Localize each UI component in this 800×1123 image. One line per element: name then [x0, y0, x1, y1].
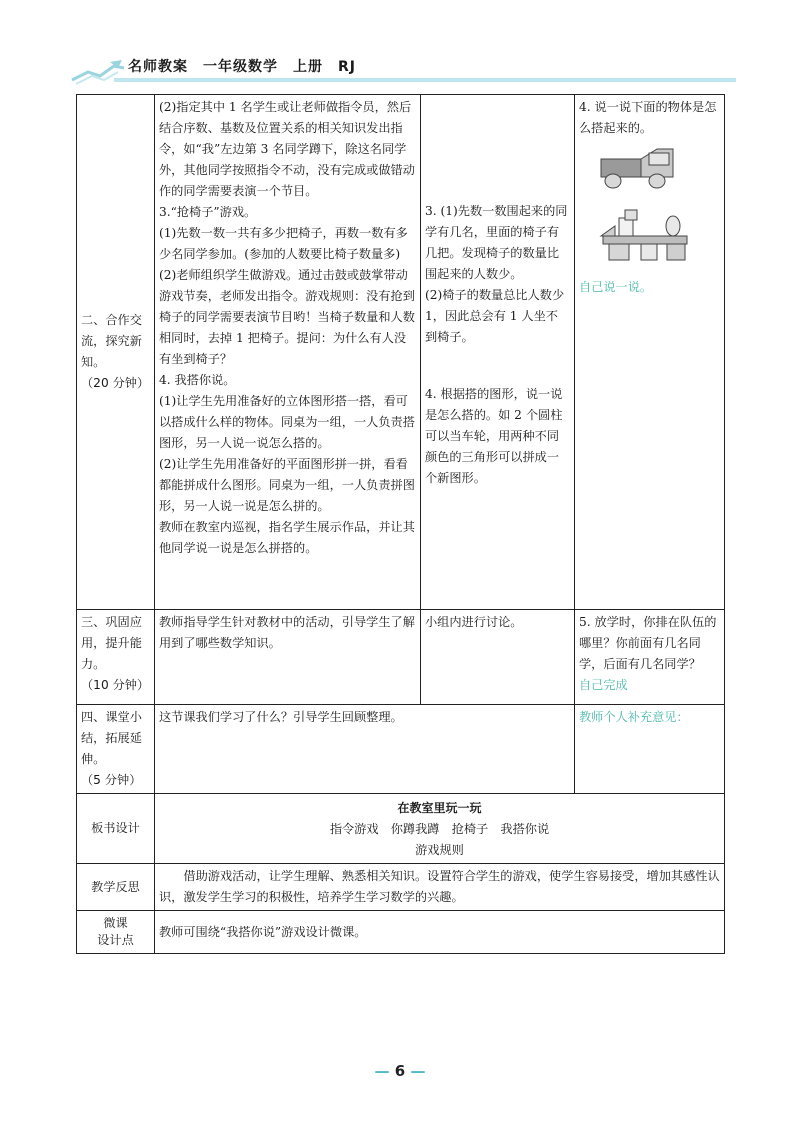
- row-board: [77, 794, 725, 864]
- teacher-paragraph: (1)先数一数一共有多少把椅子，再数一数有多少名同学参加。(参加的人数要比椅子数量多): [159, 226, 408, 261]
- micro-label-line: 设计点: [97, 933, 134, 947]
- teacher-activity-cell: 教师指导学生针对教材中的活动，引导学生了解用到了哪些数学知识。: [155, 610, 421, 705]
- block-building-illustration: [597, 208, 697, 266]
- board-label: 板书设计: [77, 794, 155, 864]
- row-consolidate: [77, 610, 725, 705]
- teacher-paragraph: 4. 我搭你说。: [159, 373, 236, 387]
- teacher-paragraph: 3.“抢椅子”游戏。: [159, 205, 257, 219]
- board-content: [155, 794, 725, 864]
- teacher-paragraph: (1)让学生先用准备好的立体图形搭一搭，看可以搭成什么样的物体。同桌为一组，一人负责搭图形，另一人说一说怎么搭的。: [159, 394, 415, 450]
- teacher-note-label: 教师个人补充意见：: [575, 705, 725, 794]
- page-number: [0, 1062, 800, 1080]
- section-label-cell: [77, 610, 155, 705]
- header-rule: [114, 78, 736, 82]
- teacher-activity-cell: [155, 95, 421, 610]
- section-duration: （5 分钟）: [81, 773, 142, 787]
- teacher-paragraph: (2)指定其中 1 名学生或让老师做指令员，然后结合序数、基数及位置关系的相关知识发出指令，如“我”左边第 3 名同学蹲下，除这名同学外，其他同学按照指令不动，没有完成或做错动作的同学需要表演一个节目。: [159, 100, 415, 198]
- micro-label-line: 微课: [103, 916, 128, 930]
- row-micro: [77, 911, 725, 954]
- book-title: 名师教案 一年级数学 上册 RJ: [128, 59, 356, 75]
- micro-text: 教师可围绕“我搭你说”游戏设计微课。: [155, 911, 725, 954]
- section-label: 四、课堂小结，拓展延伸。: [81, 710, 142, 766]
- row-reflection: [77, 864, 725, 911]
- teacher-paragraph: (2)让学生先用准备好的平面图形拼一拼，看看都能拼成什么图形。同桌为一组，一人负责拼图形，另一人说一说是怎么拼的。: [159, 457, 415, 513]
- student-activity-cell: [421, 95, 575, 610]
- reflection-text: 借助游戏活动，让学生理解、熟悉相关知识。设置符合学生的游戏，使学生容易接受，增加其感性认识，激发学生学习的积极性，培养学生学习数学的兴趣。: [155, 864, 725, 911]
- exercise-note: 自己说一说。: [579, 280, 653, 294]
- section-duration: （10 分钟）: [81, 678, 150, 692]
- teacher-paragraph: 教师在教室内巡视，指名学生展示作品，并让其他同学说一说是怎么拼搭的。: [159, 520, 415, 555]
- page-number-dash: —: [405, 1062, 426, 1080]
- student-activity-cell: 小组内进行讨论。: [421, 610, 575, 705]
- section-label: 三、巩固应用，提升能力。: [81, 615, 142, 671]
- page-number-value: 6: [394, 1062, 406, 1080]
- row-cooperate: [77, 95, 725, 610]
- lesson-plan-table: [76, 94, 725, 954]
- row-summary: [77, 705, 725, 794]
- block-truck-illustration: [597, 145, 677, 191]
- section-label: 二、合作交流，探究新知。: [81, 313, 142, 369]
- page-number-dash: —: [374, 1062, 395, 1080]
- exercise-note: 自己完成: [579, 678, 628, 692]
- student-paragraph: 4. 根据搭的图形，说一说是怎么搭的。如 2 个圆柱可以当车轮，用两种不同颜色的三角形可以拼成一个新图形。: [425, 387, 563, 485]
- section-label-cell: [77, 705, 155, 794]
- student-paragraph: (2)椅子的数量总比人数少 1，因此总会有 1 人坐不到椅子。: [425, 288, 565, 344]
- micro-label: [77, 911, 155, 954]
- exercise-text: 4. 说一说下面的物体是怎么搭起来的。: [579, 100, 717, 135]
- section-duration: （20 分钟）: [81, 376, 150, 390]
- student-paragraph: 3. (1)先数一数围起来的同学有几名，里面的椅子有几把。发现椅子的数量比围起来的人数少。: [425, 204, 568, 281]
- page-header: [70, 52, 730, 88]
- exercise-cell: [575, 95, 725, 610]
- exercise-text: 5. 放学时，你排在队伍的哪里？你前面有几名同学，后面有几名同学？: [579, 615, 717, 671]
- section-label-cell: [77, 95, 155, 610]
- board-title: 在教室里玩一玩: [397, 801, 482, 815]
- board-line: 指令游戏 你蹲我蹲 抢椅子 我搭你说: [329, 822, 550, 836]
- teacher-paragraph: (2)老师组织学生做游戏。通过击鼓或鼓掌带动游戏节奏，老师发出指令。游戏规则：没有抢到椅子的同学需要表演节目哟！当椅子数量和人数相同时，去掉 1 把椅子。提问：为什么有人没有坐到椅子？: [159, 268, 415, 366]
- exercise-cell: [575, 610, 725, 705]
- reflection-label: 教学反思: [77, 864, 155, 911]
- summary-text: 这节课我们学习了什么？引导学生回顾整理。: [155, 705, 575, 794]
- board-line: 游戏规则: [415, 843, 464, 857]
